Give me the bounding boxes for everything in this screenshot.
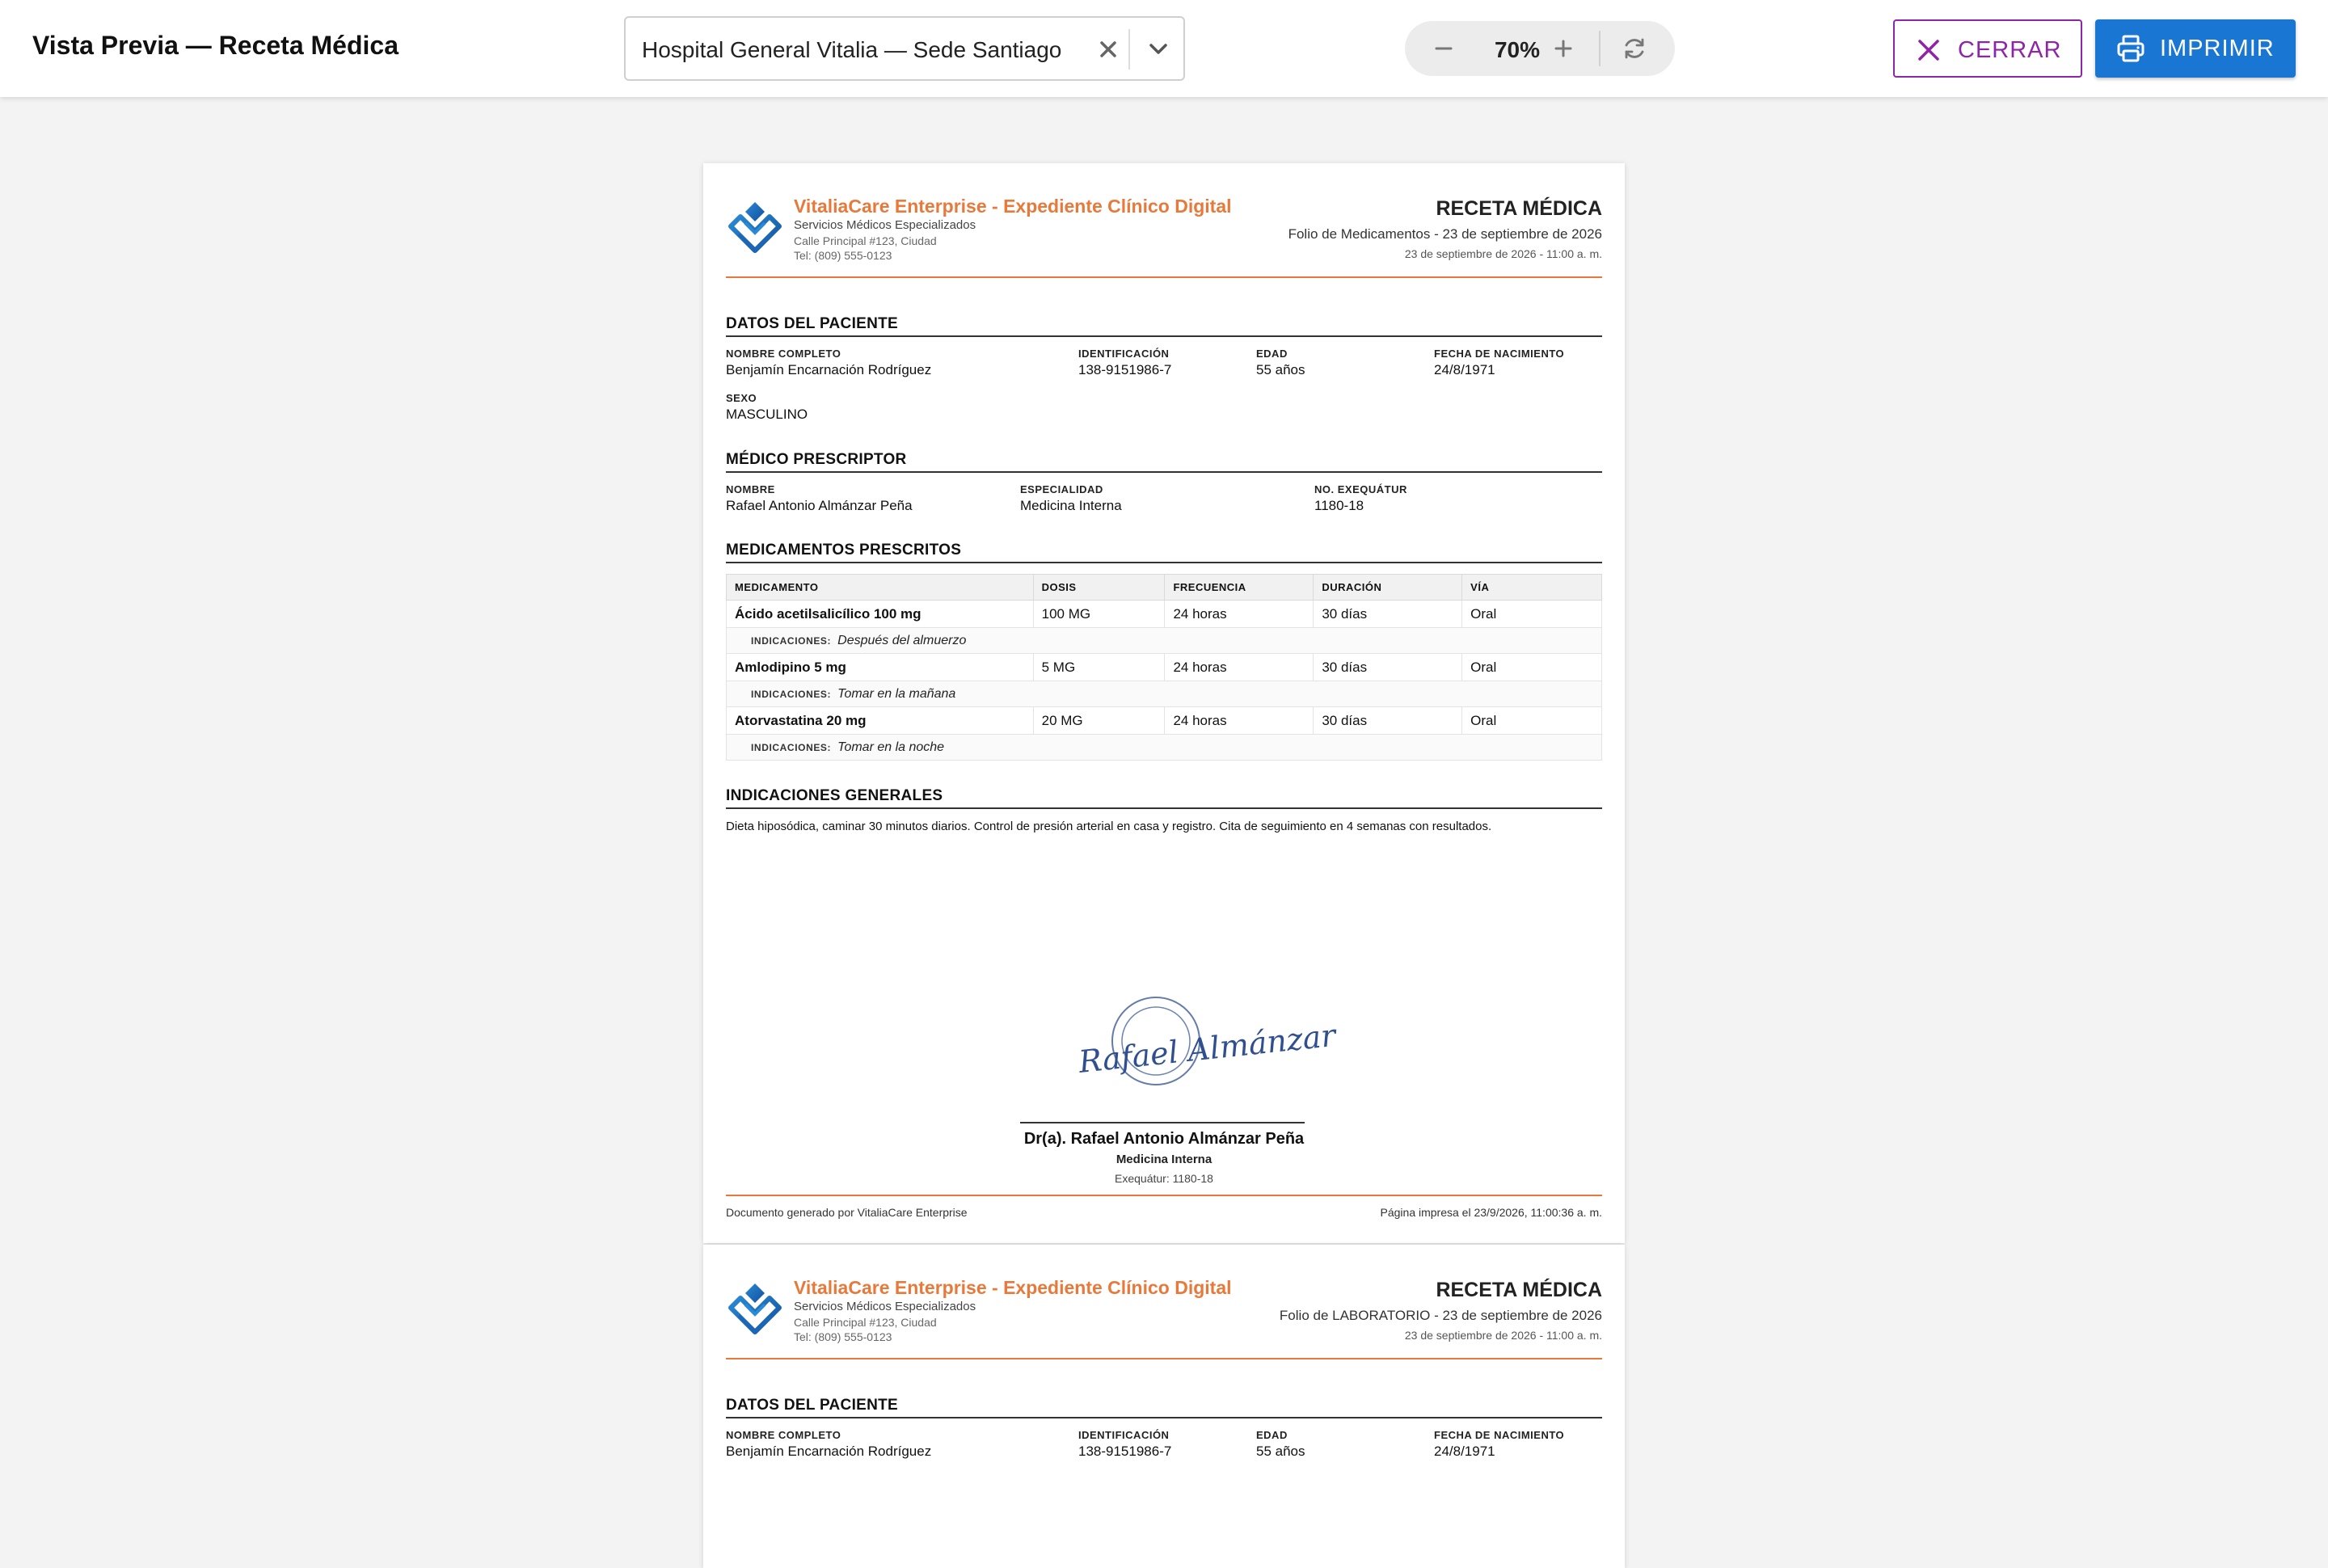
indications-label: INDICACIONES: (751, 741, 832, 753)
signer-exequatur: Exequátur: 1180-18 (1115, 1172, 1213, 1185)
header-divider (726, 1358, 1602, 1359)
org-address: Calle Principal #123, Ciudad (794, 1316, 937, 1329)
med-duration: 30 días (1314, 601, 1462, 628)
col-header-dose: DOSIS (1033, 575, 1165, 601)
document-title: RECETA MÉDICA (1436, 197, 1602, 220)
indications-text: Tomar en la mañana (837, 686, 956, 701)
med-dose: 100 MG (1033, 601, 1165, 628)
general-section-title: INDICACIONES GENERALES (726, 787, 1602, 809)
vitaliacare-logo-icon (724, 199, 786, 260)
med-dose: 5 MG (1033, 654, 1165, 681)
patient-dob-label: FECHA DE NACIMIENTO (1434, 1429, 1565, 1441)
table-row (727, 601, 1602, 628)
signature-stamp (1067, 996, 1338, 1101)
table-row (727, 707, 1602, 735)
table-row (727, 654, 1602, 681)
doctor-specialty-label: ESPECIALIDAD (1020, 483, 1103, 495)
org-phone: Tel: (809) 555-0123 (794, 1330, 892, 1343)
patient-name-label: NOMBRE COMPLETO (726, 1429, 841, 1441)
patient-age-label: EDAD (1256, 1429, 1288, 1441)
patient-dob: 24/8/1971 (1434, 1444, 1495, 1459)
org-name: VitaliaCare Enterprise - Expediente Clínico Digital (794, 196, 1232, 217)
patient-age: 55 años (1256, 1444, 1305, 1459)
table-header-row (727, 575, 1602, 601)
patient-age-label: EDAD (1256, 348, 1288, 360)
med-name: Ácido acetilsalicílico 100 mg (727, 601, 1034, 628)
table-row-indications (727, 681, 1602, 707)
med-frequency: 24 horas (1165, 707, 1314, 735)
zoom-in-button[interactable] (1544, 29, 1583, 68)
col-header-duration: DURACIÓN (1314, 575, 1462, 601)
med-indications (727, 681, 1602, 707)
signature-line (1020, 1122, 1305, 1123)
medications-table (726, 574, 1602, 761)
signer-specialty: Medicina Interna (1116, 1153, 1212, 1166)
document-folio: Folio de LABORATORIO - 23 de septiembre de 2026 (1279, 1308, 1602, 1323)
prescription-page (703, 163, 1625, 1243)
zoom-level: 70% (1494, 37, 1541, 62)
reset-zoom-icon[interactable] (1615, 29, 1654, 68)
vitaliacare-logo-icon (724, 1280, 786, 1342)
col-header-frequency: FRECUENCIA (1165, 575, 1314, 601)
med-indications (727, 735, 1602, 761)
org-subtitle: Servicios Médicos Especializados (794, 1300, 976, 1313)
print-button[interactable] (2095, 19, 2296, 78)
document-datetime: 23 de septiembre de 2026 - 11:00 a. m. (1404, 247, 1602, 260)
col-header-route: VÍA (1462, 575, 1602, 601)
doctor-name-label: NOMBRE (726, 483, 775, 495)
general-indications-text: Dieta hiposódica, caminar 30 minutos diarios. Control de presión arterial en casa y registro. Cita de seguimiento en 4 semanas con resultados. (726, 820, 1492, 833)
indications-text: Después del almuerzo (837, 633, 967, 647)
close-icon (1916, 37, 1942, 63)
document-title: RECETA MÉDICA (1436, 1279, 1602, 1301)
med-route: Oral (1462, 654, 1602, 681)
printer-icon (2116, 34, 2145, 63)
select-divider (1128, 29, 1130, 70)
document-folio: Folio de Medicamentos - 23 de septiembre de 2026 (1288, 226, 1602, 242)
dialog-title: Vista Previa — Receta Médica (32, 31, 399, 60)
header-divider (726, 276, 1602, 278)
preview-toolbar (0, 0, 2328, 97)
doctor-specialty: Medicina Interna (1020, 498, 1122, 513)
org-subtitle: Servicios Médicos Especializados (794, 218, 976, 232)
print-button-label: IMPRIMIR (2160, 36, 2275, 61)
doctor-name: Rafael Antonio Almánzar Peña (726, 498, 913, 513)
indications-label: INDICACIONES: (751, 688, 832, 700)
col-header-medication: MEDICAMENTO (727, 575, 1034, 601)
patient-name-label: NOMBRE COMPLETO (726, 348, 841, 360)
hospital-select-value: Hospital General Vitalia — Sede Santiago (642, 37, 1062, 62)
footer-divider (726, 1195, 1602, 1196)
patient-id-label: IDENTIFICACIÓN (1078, 348, 1170, 360)
patient-id-label: IDENTIFICACIÓN (1078, 1429, 1170, 1441)
med-name: Atorvastatina 20 mg (727, 707, 1034, 735)
document-datetime: 23 de septiembre de 2026 - 11:00 a. m. (1404, 1329, 1602, 1342)
signature-script: Rafael Almánzar (1077, 1017, 1338, 1080)
table-row-indications (727, 735, 1602, 761)
zoom-divider (1599, 31, 1600, 66)
org-name: VitaliaCare Enterprise - Expediente Clínico Digital (794, 1277, 1232, 1298)
org-phone: Tel: (809) 555-0123 (794, 249, 892, 262)
close-button-label: CERRAR (1958, 37, 2062, 63)
signature-block (703, 996, 1625, 1190)
patient-section-title: DATOS DEL PACIENTE (726, 1397, 1602, 1418)
med-dose: 20 MG (1033, 707, 1165, 735)
med-name: Amlodipino 5 mg (727, 654, 1034, 681)
zoom-out-button[interactable] (1424, 29, 1463, 68)
patient-age: 55 años (1256, 362, 1305, 377)
med-frequency: 24 horas (1165, 601, 1314, 628)
footer-printed: Página impresa el 23/9/2026, 11:00:36 a. m. (1380, 1206, 1602, 1219)
signer-name: Dr(a). Rafael Antonio Almánzar Peña (1023, 1130, 1305, 1148)
doctor-section-title: MÉDICO PRESCRIPTOR (726, 451, 1602, 473)
table-row-indications (727, 628, 1602, 654)
med-route: Oral (1462, 601, 1602, 628)
doctor-exequatur-label: NO. EXEQUÁTUR (1314, 483, 1407, 495)
org-address: Calle Principal #123, Ciudad (794, 234, 937, 247)
med-duration: 30 días (1314, 654, 1462, 681)
med-duration: 30 días (1314, 707, 1462, 735)
patient-id: 138-9151986-7 (1078, 362, 1172, 377)
patient-dob: 24/8/1971 (1434, 362, 1495, 377)
hospital-select[interactable] (624, 16, 1185, 81)
patient-section-title: DATOS DEL PACIENTE (726, 315, 1602, 337)
doctor-exequatur: 1180-18 (1314, 498, 1364, 513)
patient-id: 138-9151986-7 (1078, 1444, 1172, 1459)
med-route: Oral (1462, 707, 1602, 735)
patient-name: Benjamín Encarnación Rodríguez (726, 1444, 932, 1459)
patient-sex-label: SEXO (726, 392, 757, 404)
chevron-down-icon[interactable] (1138, 29, 1179, 70)
patient-name: Benjamín Encarnación Rodríguez (726, 362, 932, 377)
indications-text: Tomar en la noche (837, 740, 945, 754)
med-frequency: 24 horas (1165, 654, 1314, 681)
patient-dob-label: FECHA DE NACIMIENTO (1434, 348, 1565, 360)
footer-generated: Documento generado por VitaliaCare Enterprise (726, 1206, 968, 1219)
patient-sex: MASCULINO (726, 407, 808, 422)
clear-icon[interactable] (1088, 29, 1128, 70)
indications-label: INDICACIONES: (751, 634, 832, 647)
close-button[interactable] (1893, 19, 2082, 78)
prescription-page-2 (703, 1245, 1625, 1568)
med-indications (727, 628, 1602, 654)
meds-section-title: MEDICAMENTOS PRESCRITOS (726, 542, 1602, 563)
zoom-control (1405, 21, 1675, 76)
